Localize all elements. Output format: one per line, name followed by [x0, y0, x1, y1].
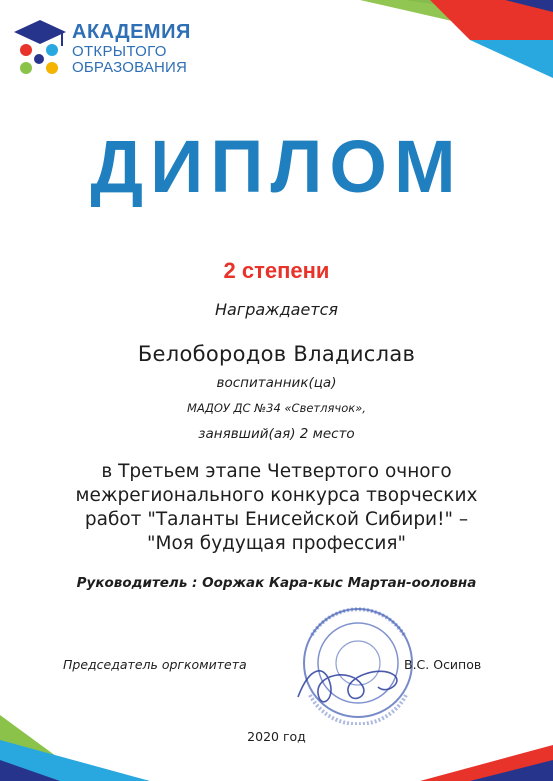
chair-label: Председатель оргкомитета [63, 657, 247, 672]
signer-name: В.С. Осипов [404, 657, 482, 672]
diploma-title: ДИПЛОМ [90, 125, 463, 208]
degree-label: 2 степени [223, 258, 330, 283]
logo-line-2: ОТКРЫТОГО [72, 43, 167, 60]
contest-line-1: в Третьем этапе Четвертого очного [101, 461, 452, 482]
contest-line-3: работ "Таланты Енисейской Сибири!" – [84, 509, 469, 530]
contest-description [0, 460, 553, 556]
logo-emblem-icon [12, 18, 68, 78]
recipient-role: воспитанник(ца) [216, 375, 337, 391]
logo-line-1: АКАДЕМИЯ [72, 21, 191, 43]
leader-line: Руководитель : Ооржак Кара-кыс Мартан-ооловна [76, 575, 477, 591]
logo-line-3: ОБРАЗОВАНИЯ [72, 59, 188, 76]
academy-logo [12, 18, 197, 88]
logo-text [72, 22, 191, 75]
awarded-label: Награждается [214, 300, 339, 319]
place-text: занявший(ая) 2 место [198, 426, 355, 442]
contest-line-2: межрегионального конкурса творческих [75, 485, 478, 506]
recipient-name: Белобородов Владислав [137, 342, 416, 366]
contest-line-4: "Моя будущая профессия" [146, 533, 407, 554]
organization-name: МАДОУ ДС №34 «Светлячок», [187, 401, 366, 415]
official-stamp [290, 605, 420, 725]
year-label: 2020 год [247, 729, 306, 744]
